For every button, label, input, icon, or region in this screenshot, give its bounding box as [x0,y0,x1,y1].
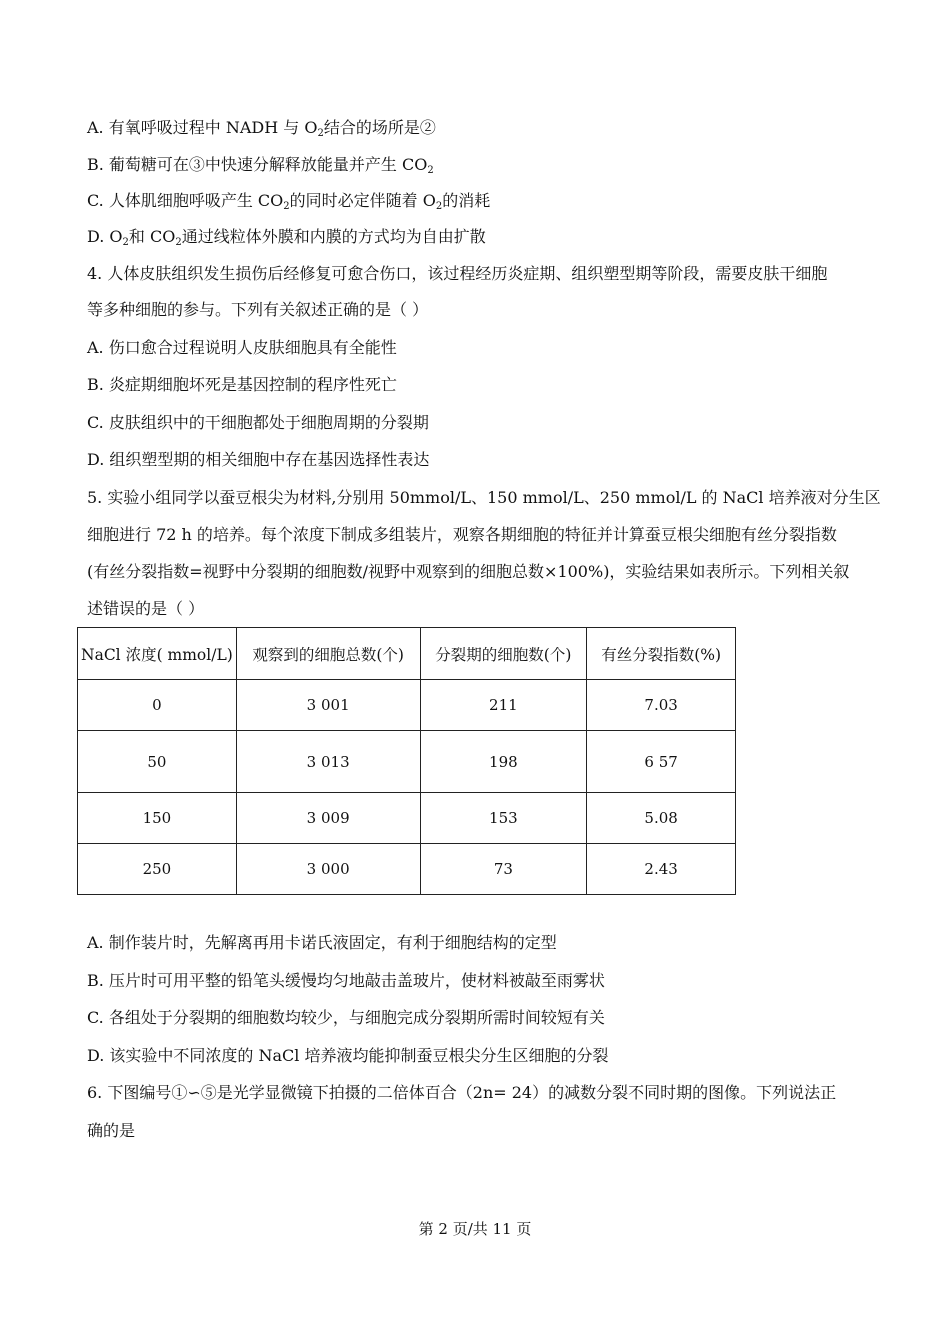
table-row [78,680,736,731]
q5-data-table [77,627,736,895]
table-cell: 211 [420,680,587,731]
table-cell: 73 [420,844,587,895]
table-row [78,844,736,895]
table-cell: 0 [78,680,237,731]
q5-stem-line3: (有丝分裂指数=视野中分裂期的细胞数/视野中观察到的细胞总数×100%)，实验结果如表所示。下列相关叙 [87,562,850,581]
q4-option-a: A. 伤口愈合过程说明人皮肤细胞具有全能性 [87,338,397,357]
table-header-cell: 观察到的细胞总数(个) [236,628,420,680]
table-cell: 7.03 [587,680,736,731]
q4-option-d: D. 组织塑型期的相关细胞中存在基因选择性表达 [87,450,430,469]
table-cell: 5.08 [587,793,736,844]
table-cell: 250 [78,844,237,895]
q6-stem-line1: 6. 下图编号①∽⑤是光学显微镜下拍摄的二倍体百合（2n= 24）的减数分裂不同时期的图像。下列说法正 [87,1083,837,1102]
table-cell: 3 001 [236,680,420,731]
q4-option-b: B. 炎症期细胞坏死是基因控制的程序性死亡 [87,375,397,394]
q3-option-d: D. $O_2$和 $CO_2$通过线粒体外膜和内膜的方式均为自由扩散 [87,227,486,248]
table-cell: 50 [78,731,237,793]
q3-option-a: A. 有氧呼吸过程中 NADH 与 $O_2$结合的场所是② [87,118,436,139]
q5-option-d: D. 该实验中不同浓度的 NaCl 培养液均能抑制蚕豆根尖分生区细胞的分裂 [87,1046,609,1065]
q5-stem-line4: 述错误的是（ ） [87,599,205,618]
table-header-cell: NaCl 浓度( mmol/L) [78,628,237,680]
table-cell: 3 000 [236,844,420,895]
table-cell: 150 [78,793,237,844]
q4-stem-line1: 4. 人体皮肤组织发生损伤后经修复可愈合伤口，该过程经历炎症期、组织塑型期等阶段，需要皮肤干细胞 [87,264,828,283]
table-row [78,731,736,793]
table-cell: 3 009 [236,793,420,844]
table-cell: 3 013 [236,731,420,793]
table-cell: 6 57 [587,731,736,793]
table-row [78,793,736,844]
q3-option-b: B. 葡萄糖可在③中快速分解释放能量并产生 $CO_2$ [87,155,434,176]
q5-option-a: A. 制作装片时，先解离再用卡诺氏液固定，有利于细胞结构的定型 [87,933,557,952]
q5-stem-line1: 5. 实验小组同学以蚕豆根尖为材料,分别用 50mmol/L、150 mmol/L、250 mmol/L 的 NaCl 培养液对分生区 [87,488,881,507]
table-cell: 153 [420,793,587,844]
table-cell: 2.43 [587,844,736,895]
table-header-cell: 分裂期的细胞数(个) [420,628,587,680]
q5-option-c: C. 各组处于分裂期的细胞数均较少，与细胞完成分裂期所需时间较短有关 [87,1008,605,1027]
q6-stem-line2: 确的是 [87,1121,136,1140]
table-cell: 198 [420,731,587,793]
table-header-cell: 有丝分裂指数(%) [587,628,736,680]
table-header-row [78,628,736,680]
page-number-footer: 第 2 页/共 11 页 [418,1220,532,1238]
q4-stem-line2: 等多种细胞的参与。下列有关叙述正确的是（ ） [87,300,429,319]
q5-option-b: B. 压片时可用平整的铅笔头缓慢均匀地敲击盖玻片，使材料被敲至雨雾状 [87,971,605,990]
q4-option-c: C. 皮肤组织中的干细胞都处于细胞周期的分裂期 [87,413,429,432]
q5-stem-line2: 细胞进行 72 h 的培养。每个浓度下制成多组装片，观察各期细胞的特征并计算蚕豆根尖细胞有丝分裂指数 [87,525,837,544]
q3-option-c: C. 人体肌细胞呼吸产生 $CO_2$的同时必定伴随着 $O_2$的消耗 [87,191,491,212]
